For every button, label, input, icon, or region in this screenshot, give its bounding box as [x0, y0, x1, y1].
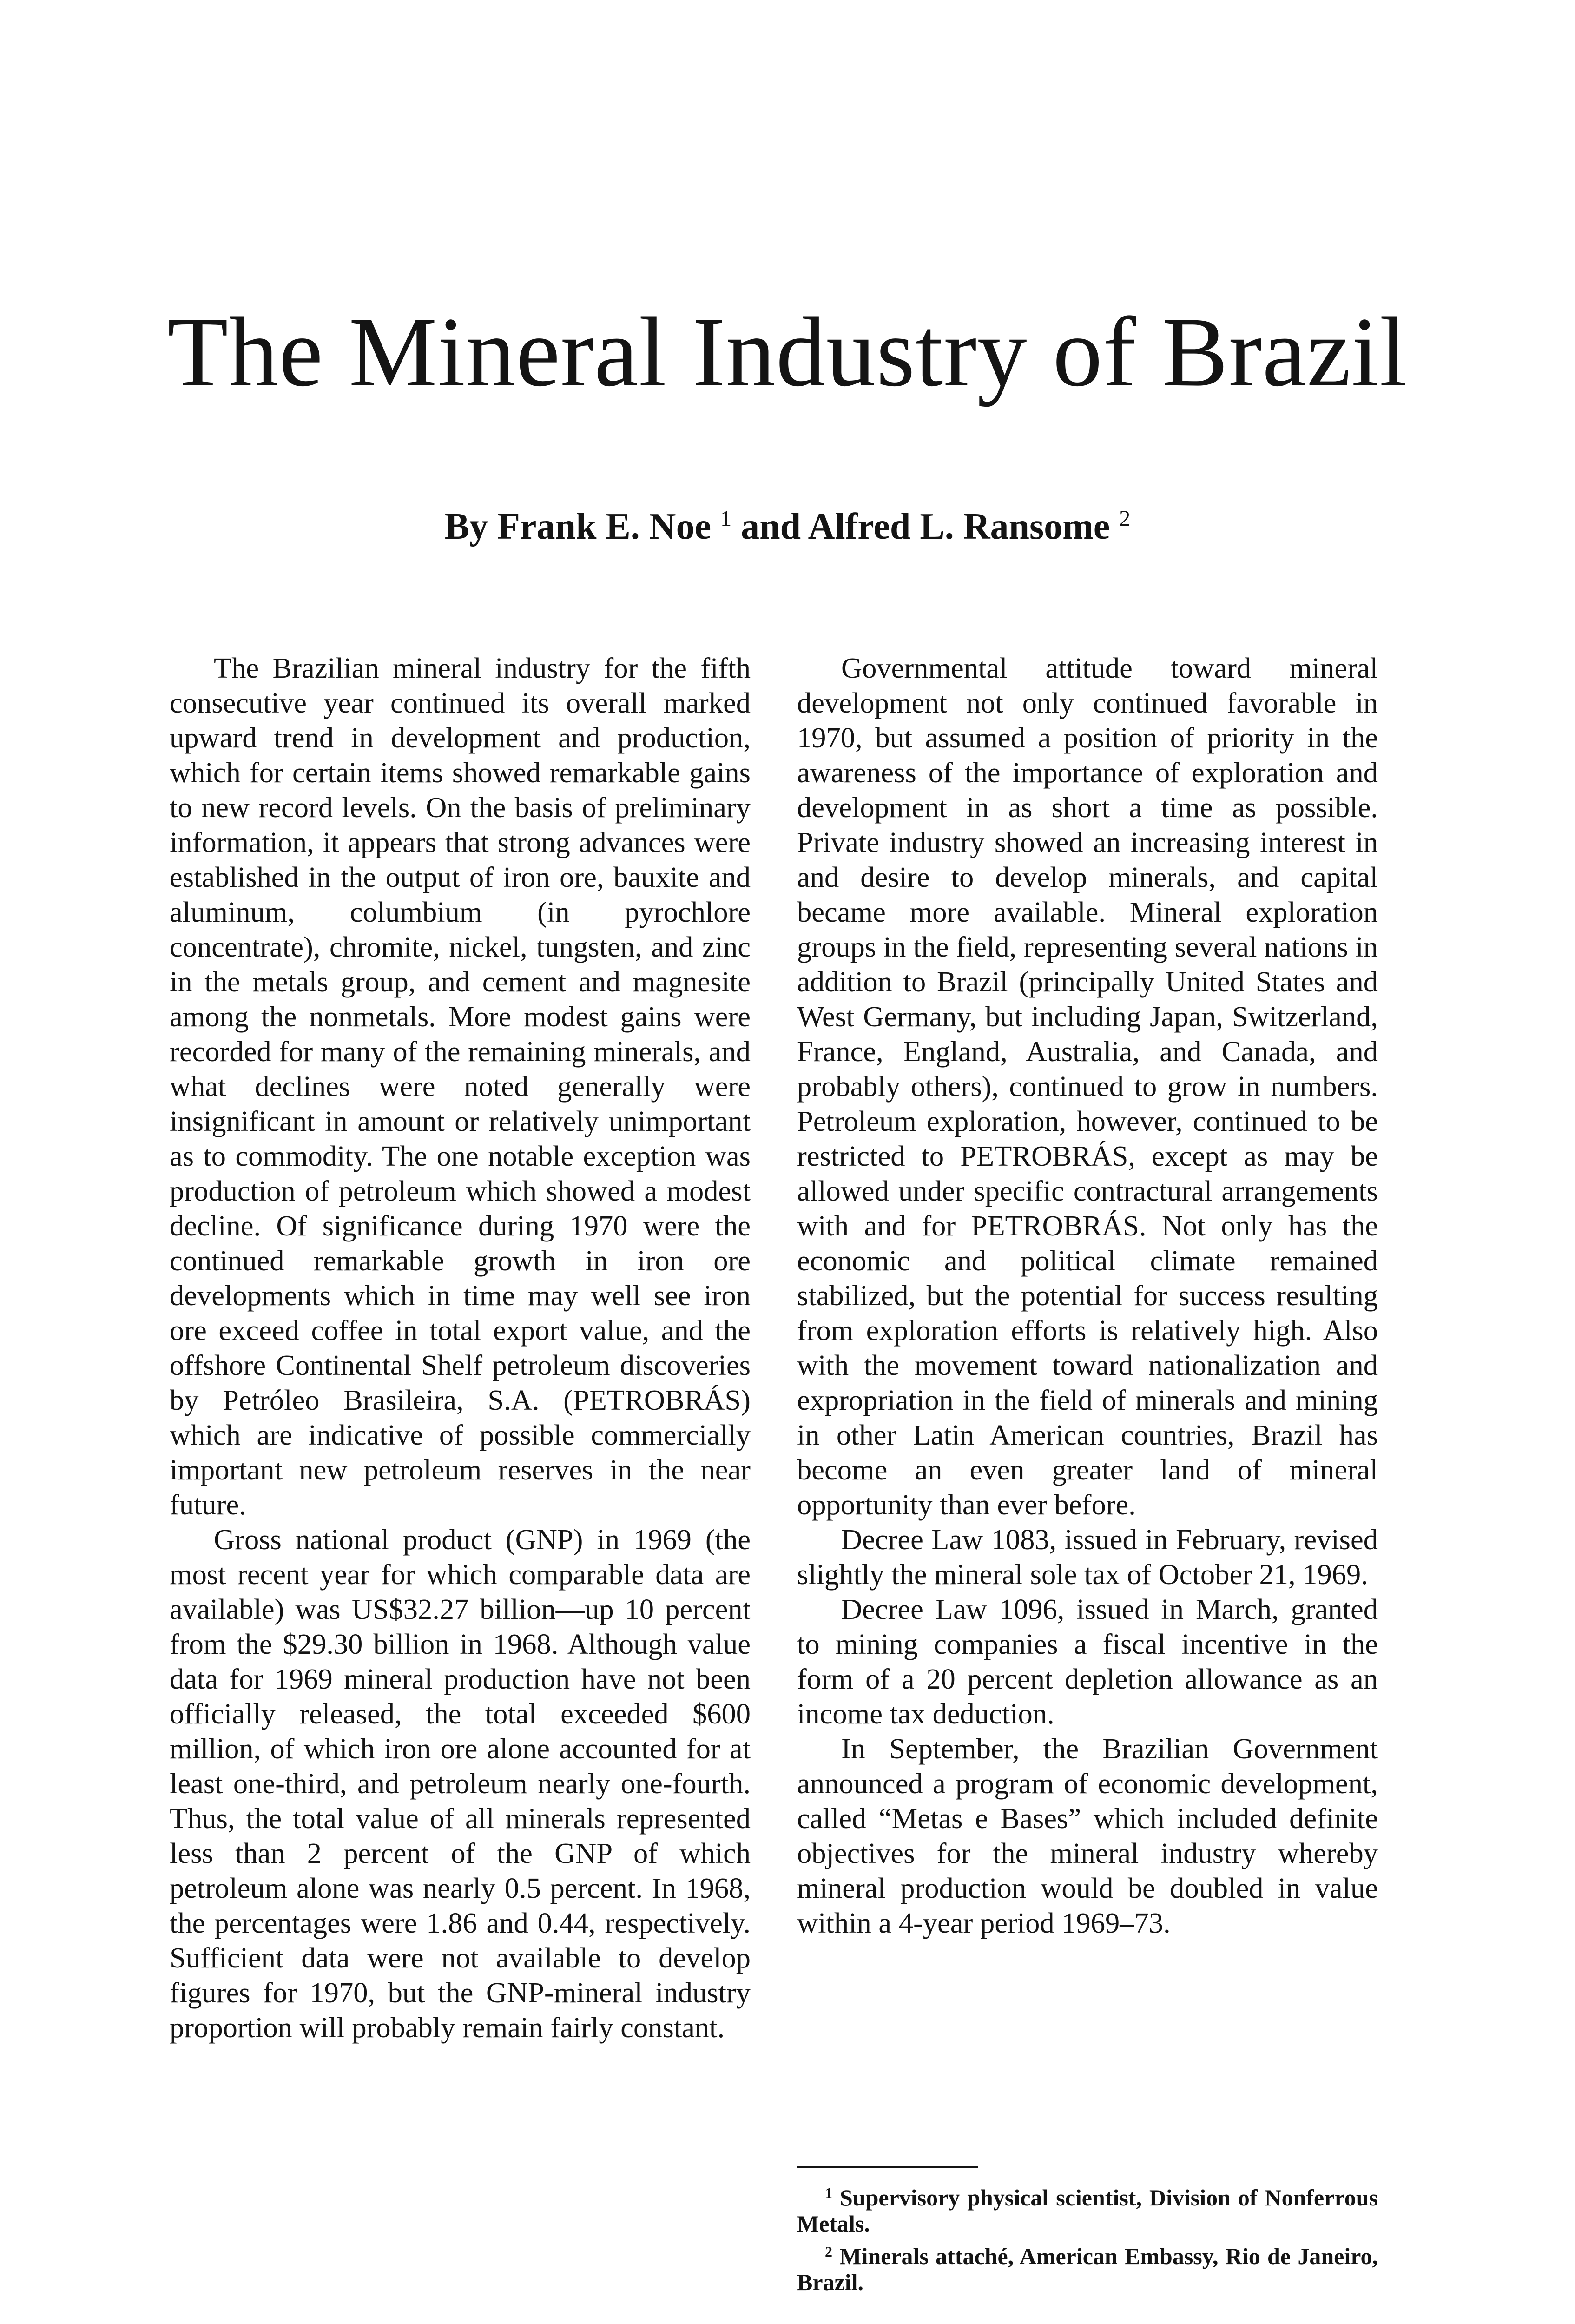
footnote-number: 1 — [825, 2185, 832, 2201]
paragraph: The Brazilian mineral industry for the fifth consecutive year continued its overall marked upward trend in development and production, which for certain items showed remarkable gains to new record levels. On the basis of preliminary information, it appears that strong advances were established in the output of iron ore, bauxite and aluminum, columbium (in pyrochlore concentrate), chromite, nickel, tungsten, and zinc in the metals group, and cement and magnesite among the nonmetals. More modest gains were recorded for many of the remaining minerals, and what declines were noted generally were insignificant in amount or relatively unimportant as to commodity. The one notable exception was production of petroleum which showed a modest decline. Of significance during 1970 were the continued remarkable growth in iron ore developments which in time may well see iron ore exceed coffee in total export value, and the offshore Continental Shelf petroleum discoveries by Petróleo Brasileira, S.A. (PETROBRÁS) which are indicative of possible commercially important new petroleum reserves in the near future. — [170, 652, 751, 1521]
paragraph: In September, the Brazilian Government announced a program of economic development, called “Metas e Bases” which included definite objectives for the mineral industry whereby mineral production would be doubled in value within a 4-year period 1969–73. — [797, 1732, 1378, 1939]
footnote-text: Minerals attaché, American Embassy, Rio de Janeiro, Brazil. — [797, 2243, 1378, 2295]
byline-author-2: and Alfred L. Ransome — [741, 506, 1110, 547]
byline — [0, 504, 1575, 549]
right-column — [797, 651, 1378, 1941]
footnote — [797, 2238, 1378, 2295]
footnote-marker-1: 1 — [720, 506, 732, 531]
footnote-marker-2: 2 — [1119, 506, 1131, 531]
footnote-divider — [797, 2166, 978, 2168]
page-title: The Mineral Industry of Brazil — [167, 297, 1408, 407]
paragraph: Governmental attitude toward mineral development not only continued favorable in 1970, but assumed a position of priority in the awareness of the importance of exploration and development in as short a time as possible. Private industry showed an increasing interest in and desire to develop minerals, and capital became more available. Mineral exploration groups in the field, representing several nations in addition to Brazil (principally United States and West Germany, but including Japan, Switzerland, France, England, Australia, and Canada, and probably others), continued to grow in numbers. Petroleum exploration, however, continued to be restricted to PETROBRÁS, except as may be allowed under specific contractural arrangements with and for PETROBRÁS. Not only has the economic and political climate remained stabilized, but the potential for success resulting from exploration efforts is relatively high. Also with the movement toward nationalization and expropriation in the field of minerals and mining in other Latin American countries, Brazil has become an even greater land of mineral opportunity than ever before. — [797, 652, 1378, 1521]
byline-author-1: By Frank E. Noe — [444, 506, 712, 547]
footnote — [797, 2180, 1378, 2237]
paragraph: Decree Law 1083, issued in February, revised slightly the mineral sole tax of October 21, 1969. — [797, 1523, 1378, 1591]
footnotes — [797, 2180, 1378, 2297]
paragraph: Decree Law 1096, issued in March, granted to mining companies a fiscal incentive in the form of a 20 percent depletion allowance as an income tax deduction. — [797, 1593, 1378, 1730]
left-column — [170, 651, 751, 2045]
footnote-number: 2 — [825, 2243, 832, 2260]
paragraph: Gross national product (GNP) in 1969 (the most recent year for which comparable data are available) was US$32.27 billion—up 10 percent from the $29.30 billion in 1968. Although value data for 1969 mineral production have not been officially released, the total exceeded $600 million, of which iron ore alone accounted for at least one-third, and petroleum nearly one-fourth. Thus, the total value of all minerals represented less than 2 percent of the GNP of which petroleum alone was nearly 0.5 percent. In 1968, the percentages were 1.86 and 0.44, respectively. Sufficient data were not available to develop figures for 1970, but the GNP-mineral industry proportion will probably remain fairly constant. — [170, 1523, 751, 2044]
footnote-text: Supervisory physical scientist, Division of Nonferrous Metals. — [797, 2185, 1378, 2237]
